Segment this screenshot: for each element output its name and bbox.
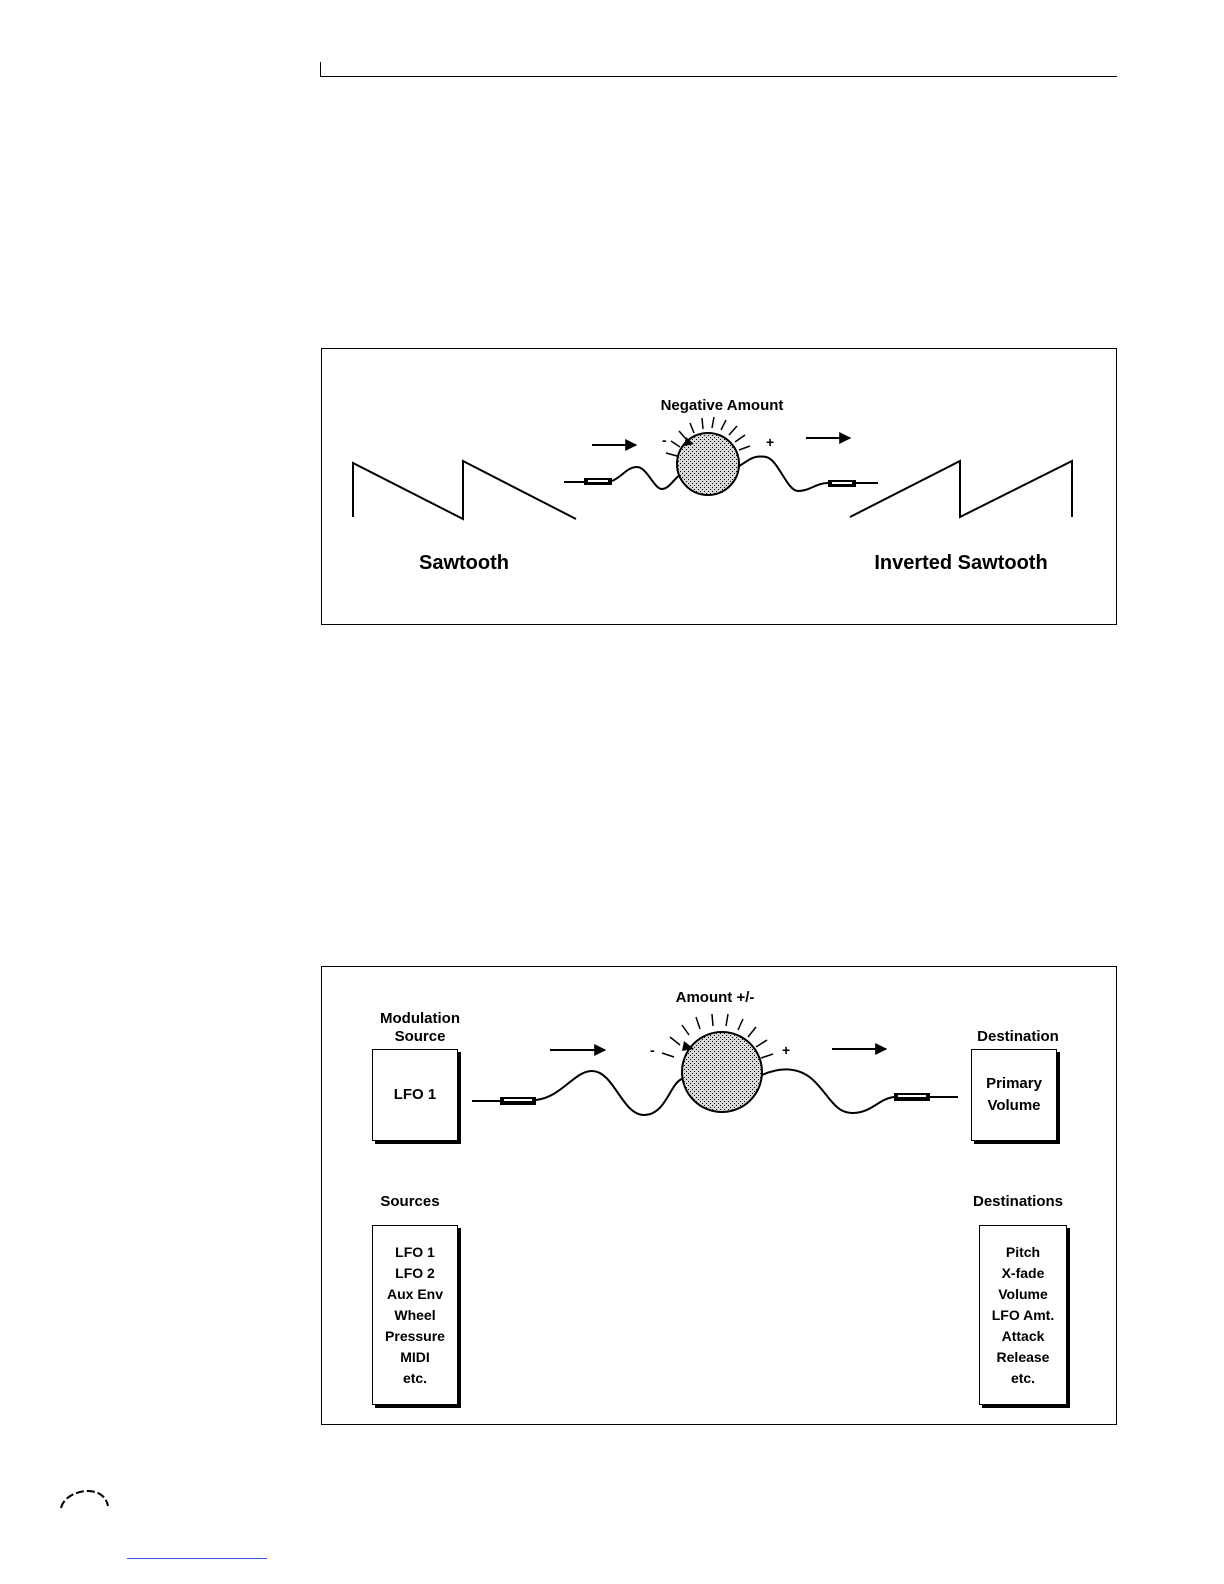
sources-list-box — [372, 1225, 458, 1405]
knob-icon — [666, 417, 750, 495]
sawtooth-label: Sawtooth — [419, 552, 509, 574]
destinations-list-box — [979, 1225, 1067, 1405]
plus-sign: + — [766, 434, 775, 450]
sawtooth-wave — [353, 461, 576, 519]
inverted-sawtooth-wave — [850, 461, 1072, 517]
right-cable — [762, 1069, 894, 1113]
list-item: etc. — [1010, 1369, 1036, 1386]
right-cable-plug-icon — [828, 480, 878, 487]
list-item: LFO 1 — [395, 1243, 435, 1260]
destination-box — [971, 1049, 1057, 1141]
list-item: Attack — [1001, 1327, 1045, 1344]
list-item: Pitch — [1005, 1243, 1041, 1260]
modulation-source-caption: Modulation Source — [380, 1010, 460, 1045]
sources-caption: Sources — [380, 1193, 440, 1210]
figure-modulation-routing — [321, 966, 1117, 1425]
source-box-label: LFO 1 — [393, 1086, 437, 1103]
list-item: Volume — [998, 1285, 1048, 1302]
header-tick — [320, 62, 321, 77]
list-item: Pressure — [385, 1327, 445, 1344]
list-item: Wheel — [394, 1306, 436, 1323]
header-rule — [320, 76, 1117, 77]
knob-label: Amount +/- — [675, 989, 755, 1006]
source-box — [372, 1049, 458, 1141]
left-cable — [536, 1071, 682, 1115]
minus-sign: - — [650, 1042, 655, 1058]
destination-box-line2: Volume — [987, 1097, 1041, 1114]
knob-label: Negative Amount — [660, 397, 784, 414]
destination-box-line1: Primary — [986, 1075, 1042, 1092]
knob-icon — [662, 1014, 773, 1112]
minus-sign: - — [662, 432, 667, 448]
destinations-caption: Destinations — [972, 1193, 1063, 1210]
left-cable-plug-icon — [564, 478, 612, 485]
inverted-sawtooth-label: Inverted Sawtooth — [874, 552, 1048, 574]
list-item: Release — [996, 1348, 1050, 1365]
right-cable-plug-icon — [894, 1093, 958, 1101]
footer-link-rule — [127, 1558, 267, 1559]
plus-sign: + — [782, 1042, 791, 1058]
right-cable — [738, 456, 828, 491]
left-cable-plug-icon — [472, 1097, 536, 1105]
list-item: LFO Amt. — [991, 1306, 1055, 1323]
figure-negative-amount — [321, 348, 1117, 625]
list-item: etc. — [402, 1369, 428, 1386]
list-item: MIDI — [400, 1348, 430, 1365]
list-item: X-fade — [1001, 1264, 1045, 1281]
list-item: LFO 2 — [395, 1264, 435, 1281]
page-corner-mark-icon — [58, 1488, 114, 1512]
list-item: Aux Env — [386, 1285, 443, 1302]
destination-caption: Destination — [977, 1028, 1059, 1045]
